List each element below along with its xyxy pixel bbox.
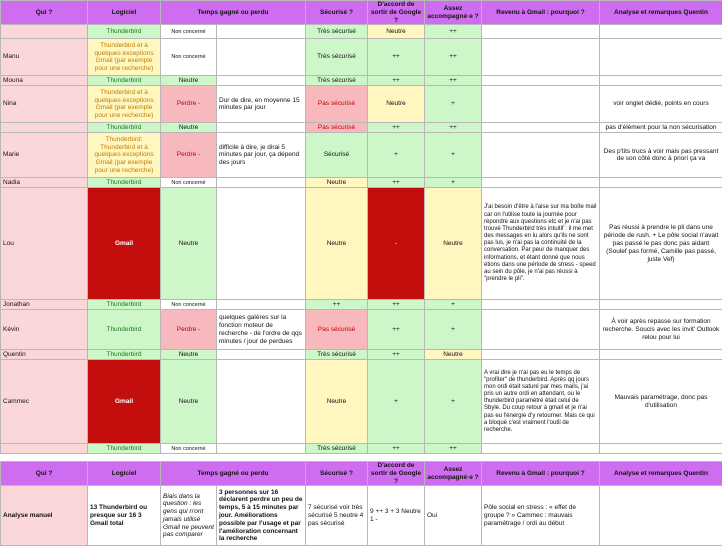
table-row [1,444,722,454]
summary-header-logiciel[interactable]: Logiciel [88,462,161,486]
cell-temps[interactable]: Non concerné [161,178,217,188]
header-securise[interactable]: Sécurisé ? [306,1,368,25]
table-row [1,25,722,39]
summary-header-qui[interactable]: Qui ? [1,462,88,486]
cell-logiciel[interactable]: Thunderbird; Thunderbird et à quelques exceptions Gmail (par exemple pour une recherche) [88,133,161,178]
cell-securise[interactable]: Très sécurisé [306,350,368,360]
cell-revenu[interactable] [482,76,600,86]
header-analyse[interactable]: Analyse et remarques Quentin [600,1,722,25]
cell-accompagne[interactable]: Neutre [425,350,482,360]
cell-logiciel[interactable]: Thunderbird et à quelques exceptions Gmail (par exemple pour une recherche) [88,86,161,123]
cell-revenu[interactable] [482,25,600,39]
cell-accord[interactable]: ++ [368,300,425,310]
cell-accord[interactable]: ++ [368,39,425,76]
cell-accord[interactable]: ++ [368,76,425,86]
cell-revenu[interactable] [482,350,600,360]
summary-qui[interactable]: Analyse manuel [1,486,88,546]
cell-analyse[interactable] [600,178,722,188]
cell-securise[interactable]: Neutre [306,360,368,444]
cell-logiciel[interactable]: Thunderbird et à quelques exceptions Gmail (par exemple pour une recherche) [88,39,161,76]
header-temps[interactable]: Temps gagné ou perdu [161,1,306,25]
cell-temps-detail[interactable]: Dur de dire, en moyenne 15 minutes par jour [217,86,306,123]
cell-analyse[interactable]: À voir après repasse sur formation recherche. Soucis avec les invit' Outlook relou pour lui [600,310,722,350]
summary-logiciel[interactable]: 13 Thunderbird ou presque sur 16 3 Gmail total [88,486,161,546]
cell-temps-detail[interactable] [217,300,306,310]
cell-logiciel[interactable]: Thunderbird [88,300,161,310]
cell-revenu[interactable]: J'ai besoin d'être à l'aise sur ma boîte mail car on l'utilise toute la journée pour répondre aux questions etc et je n'ai pas trouvé Thunderbird très intuitif : il me met des messages en lu alors qu'ils ne sont pas lus, je n'ai pas la continuité de la conversation. Par peur de manquer des informations, et étant donné que nous étions dans une période de stress - speed au sein du pôle, je n'ai pas réussi à "prendre le pli". [482,188,600,300]
cell-accord[interactable]: ++ [368,350,425,360]
cell-securise[interactable]: ++ [306,300,368,310]
cell-qui[interactable] [1,123,88,133]
summary-row [1,486,722,546]
summary-header-row [1,462,722,486]
cell-accompagne[interactable]: ++ [425,123,482,133]
cell-logiciel[interactable]: Thunderbird [88,123,161,133]
cell-accord[interactable]: ++ [368,123,425,133]
cell-analyse[interactable]: pas d'élément pour la non sécurisation [600,123,722,133]
cell-securise[interactable]: Très sécurisé [306,76,368,86]
cell-accord[interactable]: + [368,360,425,444]
cell-logiciel[interactable]: Thunderbird [88,76,161,86]
cell-securise[interactable]: Très sécurisé [306,39,368,76]
table-row [1,76,722,86]
summary-header-revenu[interactable]: Revenu à Gmail : pourquoi ? [482,462,600,486]
cell-revenu[interactable] [482,39,600,76]
table-row [1,360,722,444]
cell-logiciel[interactable]: Thunderbird [88,350,161,360]
cell-temps[interactable]: Perdre - [161,86,217,123]
table-row [1,133,722,178]
cell-temps[interactable]: Neutre [161,188,217,300]
cell-accord[interactable]: ++ [368,178,425,188]
cell-securise[interactable]: Neutre [306,188,368,300]
cell-logiciel[interactable]: Thunderbird [88,178,161,188]
cell-analyse[interactable]: Des p'tits trucs à voir mais pas pressant de son côté donc à priori ça va [600,133,722,178]
header-revenu[interactable]: Revenu à Gmail : pourquoi ? [482,1,600,25]
cell-accord[interactable]: Neutre [368,25,425,39]
cell-revenu[interactable]: A vrai dire je n'ai pas eu le temps de "profiter" de thunderbird. Après qq jours mon ordi était saturé par mes mails, j'ai pris un autre ordi en attendant, ou le thunderbird paramétré était celui de Sbyle. Du coup retour à gmail et je n'ai pas eu l'énergie d'y retourner. Mais ce qui a bloqué c'est vraiment l'outil de recherche. [482,360,600,444]
cell-revenu[interactable] [482,133,600,178]
cell-analyse[interactable] [600,444,722,454]
summary-accord[interactable]: 9 ++ 3 + 3 Neutre 1 - [368,486,425,546]
cell-accompagne[interactable]: + [425,178,482,188]
cell-analyse[interactable]: Mauvais paramétrage, donc pas d'utilisation [600,360,722,444]
cell-revenu[interactable] [482,444,600,454]
cell-qui[interactable]: Kévin [1,310,88,350]
cell-logiciel[interactable]: Thunderbird [88,444,161,454]
cell-logiciel[interactable]: Thunderbird [88,25,161,39]
summary-revenu[interactable]: Pôle social en stress : « effet de groupe ? » Cammec : mauvais paramétrage / ordi au début [482,486,600,546]
summary-analyse[interactable] [600,486,722,546]
cell-logiciel[interactable]: Gmail [88,188,161,300]
cell-accord[interactable]: ++ [368,444,425,454]
table-row [1,300,722,310]
cell-temps-detail[interactable] [217,178,306,188]
cell-qui[interactable]: Quentin [1,350,88,360]
cell-accord[interactable]: + [368,133,425,178]
cell-temps[interactable]: Non concerné [161,25,217,39]
cell-accompagne[interactable]: ++ [425,25,482,39]
cell-qui[interactable]: Marie [1,133,88,178]
cell-revenu[interactable] [482,86,600,123]
cell-temps-detail[interactable] [217,39,306,76]
cell-revenu[interactable] [482,123,600,133]
header-logiciel[interactable]: Logiciel [88,1,161,25]
cell-accord[interactable]: - [368,188,425,300]
table-row [1,350,722,360]
cell-accompagne[interactable]: + [425,300,482,310]
cell-analyse[interactable] [600,25,722,39]
cell-securise[interactable]: Très sécurisé [306,25,368,39]
cell-accord[interactable]: ++ [368,310,425,350]
cell-temps-detail[interactable] [217,123,306,133]
summary-header-temps[interactable]: Temps gagné ou perdu [161,462,306,486]
summary-header-analyse[interactable]: Analyse et remarques Quentin [600,462,722,486]
summary-header-securise[interactable]: Sécurisé ? [306,462,368,486]
cell-securise[interactable]: Pas sécurisé [306,123,368,133]
summary-header-accord[interactable]: D'accord de sortir de Google ? [368,462,425,486]
cell-temps[interactable]: Neutre [161,123,217,133]
cell-analyse[interactable]: Pas réussi à prendre le pli dans une période de rush. + Le pôle social n'avait pas passé le pas donc pas aidant (Soulef pas formé, Camille pas passé, juste Vef) [600,188,722,300]
cell-securise[interactable]: Sécurisé [306,133,368,178]
cell-temps-detail[interactable] [217,188,306,300]
cell-temps[interactable]: Non concerné [161,444,217,454]
cell-accompagne[interactable]: Neutre [425,188,482,300]
cell-temps[interactable]: Non concerné [161,39,217,76]
cell-temps-detail[interactable]: difficile à dire, je dirai 5 minutes par jour, ça dépend des jours [217,133,306,178]
cell-qui[interactable]: Manu [1,39,88,76]
summary-header-accompagne[interactable]: Assez accompagné·e ? [425,462,482,486]
cell-accompagne[interactable]: + [425,360,482,444]
cell-accompagne[interactable]: ++ [425,76,482,86]
cell-temps[interactable]: Non concerné [161,300,217,310]
cell-temps[interactable]: Neutre [161,360,217,444]
table-row [1,178,722,188]
cell-temps[interactable]: Perdre - [161,310,217,350]
cell-temps-detail[interactable] [217,25,306,39]
table-row [1,188,722,300]
cell-securise[interactable]: Pas sécurisé [306,86,368,123]
cell-qui[interactable] [1,25,88,39]
header-accord[interactable]: D'accord de sortir de Google ? [368,1,425,25]
summary-temps-note[interactable]: Biais dans la question : les gens qui n'ont jamais utilisé Gmail ne peuvent pas comparer [161,486,217,546]
cell-temps[interactable]: Neutre [161,76,217,86]
header-row [1,1,722,25]
cell-qui[interactable]: Mouna [1,76,88,86]
cell-qui[interactable]: Nadia [1,178,88,188]
cell-temps-detail[interactable] [217,76,306,86]
cell-accompagne[interactable]: + [425,133,482,178]
cell-logiciel[interactable]: Thunderbird [88,310,161,350]
cell-qui[interactable]: Nina [1,86,88,123]
cell-logiciel[interactable]: Gmail [88,360,161,444]
header-qui[interactable]: Qui ? [1,1,88,25]
cell-temps-detail[interactable]: quelques galères sur la fonction moteur de recherche - de l'ordre de qqs minutes / jour de perdues [217,310,306,350]
cell-securise[interactable]: Neutre [306,178,368,188]
cell-securise[interactable]: Pas sécurisé [306,310,368,350]
cell-qui[interactable]: Cammec [1,360,88,444]
summary-securise[interactable]: 7 sécurisé voir très sécurisé 5 neutre 4 pas sécurisé [306,486,368,546]
cell-temps-detail[interactable] [217,444,306,454]
cell-accompagne[interactable]: + [425,86,482,123]
cell-temps-detail[interactable] [217,350,306,360]
cell-analyse[interactable] [600,39,722,76]
header-accompagne[interactable]: Assez accompagné·e ? [425,1,482,25]
summary-accompagne[interactable]: Oui [425,486,482,546]
cell-revenu[interactable] [482,178,600,188]
cell-securise[interactable]: Très sécurisé [306,444,368,454]
cell-analyse[interactable] [600,76,722,86]
table-row [1,123,722,133]
cell-temps-detail[interactable] [217,360,306,444]
summary-temps[interactable]: 3 personnes sur 16 déclarent perdre un peu de temps, 5 à 15 minutes par jour. Améliorations possible par l'usage et par l'amélioration concernant la recherche [217,486,306,546]
table-row [1,310,722,350]
cell-accord[interactable]: Neutre [368,86,425,123]
table-row [1,86,722,123]
cell-accompagne[interactable]: + [425,310,482,350]
cell-revenu[interactable] [482,310,600,350]
cell-accompagne[interactable]: ++ [425,39,482,76]
cell-analyse[interactable]: voir onglet dédié, points en cours [600,86,722,123]
cell-accompagne[interactable]: ++ [425,444,482,454]
cell-analyse[interactable] [600,300,722,310]
table-row [1,39,722,76]
summary-table [0,461,722,546]
cell-analyse[interactable] [600,350,722,360]
cell-qui[interactable]: Lou [1,188,88,300]
cell-revenu[interactable] [482,300,600,310]
cell-qui[interactable] [1,444,88,454]
cell-temps[interactable]: Neutre [161,350,217,360]
cell-temps[interactable]: Perdre - [161,133,217,178]
cell-qui[interactable]: Jonathan [1,300,88,310]
